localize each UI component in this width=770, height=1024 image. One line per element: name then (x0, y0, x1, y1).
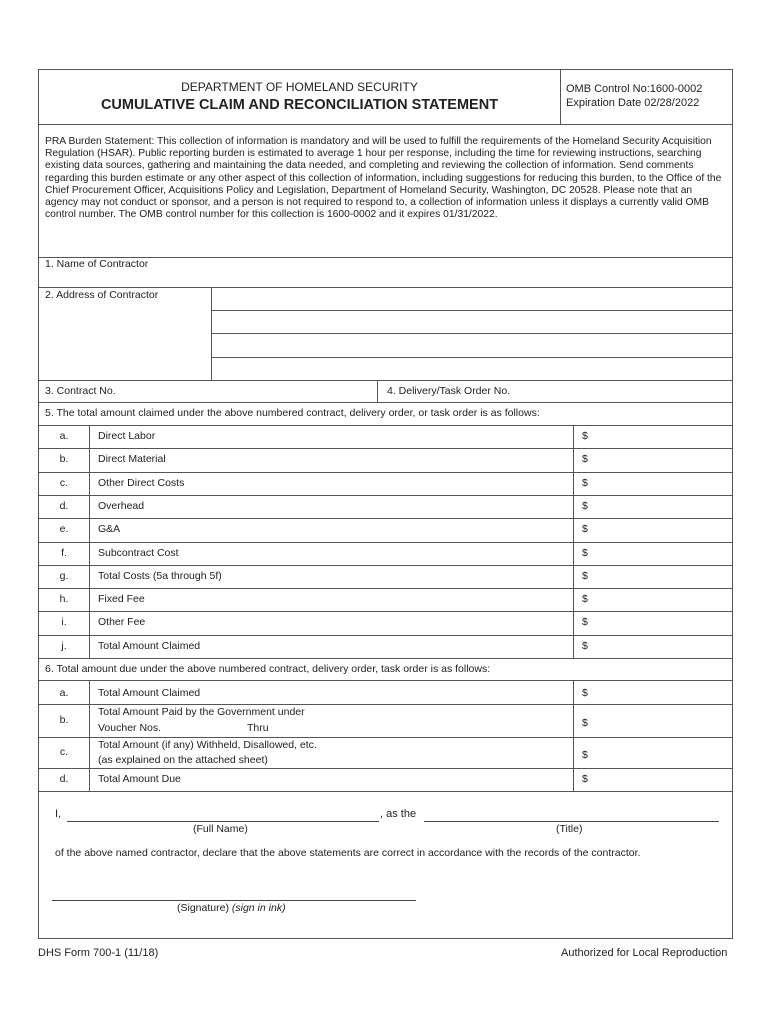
title-line (424, 821, 719, 822)
section5-letter: e. (59, 523, 69, 535)
section5-label: Direct Labor (98, 430, 156, 442)
section6-amount-b[interactable] (594, 708, 728, 734)
section6-label-b: Total Amount Paid by the Government under (98, 706, 305, 718)
section5-label: Other Direct Costs (98, 477, 185, 489)
section6-amount-d[interactable] (594, 770, 728, 789)
address-line-2[interactable] (212, 311, 732, 333)
section5-letter: i. (61, 616, 67, 628)
signature-field[interactable] (52, 875, 416, 900)
omb-control-number: OMB Control No:1600-0002 (566, 83, 703, 95)
section5-letter: c. (59, 477, 69, 489)
full-name-line (67, 821, 379, 822)
section6-thru: Thru (247, 722, 269, 734)
contract-bottom-rule (39, 402, 732, 403)
title-field[interactable] (424, 806, 719, 821)
signature-line (52, 900, 416, 901)
section5-label: Direct Material (98, 453, 166, 465)
section5-currency: $ (582, 616, 588, 628)
contractor-address-label: 2. Address of Contractor (45, 289, 159, 301)
claim-form (38, 69, 733, 939)
section5-letter: a. (59, 430, 69, 442)
section5-label: G&A (98, 523, 121, 535)
pra-burden-statement: PRA Burden Statement: This collection of information is mandatory and will be used to fulfill the requirements of the Homeland Security Acquisition Regulation (HSAR). Public reporting burden is estimated to average 1 hour per response, including the time for reviewing instructions, searching existing data sources, gathering and maintaining the data needed, and completing and reviewing the collection of information. Send comments regarding this burden estimate or any other aspect of this collection of information, including suggestions for reducing this burden, to the Office of the Chief Procurement Officer, Acquisitions Policy and Legislation, Department of Homeland Security, Washington, DC 20528. Please note that an agency may not conduct or sponsor, and a person is not required to respond to, a collection of information unless it displays a currently valid OMB control number. The OMB control number for this collection is 1600-0002 and it expires 01/31/2022. (45, 136, 722, 221)
delivery-order-label: 4. Delivery/Task Order No. (387, 385, 511, 397)
section6-currency-b: $ (582, 717, 588, 729)
section5-amount-field[interactable] (594, 474, 728, 493)
section5-currency: $ (582, 430, 588, 442)
section5-label: Overhead (98, 500, 145, 512)
title-caption: (Title) (556, 823, 583, 835)
form-title: CUMULATIVE CLAIM AND RECONCILIATION STATEMENT (100, 97, 499, 113)
address-bottom-rule (39, 380, 732, 381)
section6-label-c-note: (as explained on the attached sheet) (98, 754, 268, 766)
section5-letter: f. (61, 547, 67, 559)
header-bottom-rule (39, 124, 732, 125)
section5-amount-field[interactable] (594, 590, 728, 609)
contract-no-label: 3. Contract No. (45, 385, 116, 397)
section6-label-c: Total Amount (if any) Withheld, Disallowed, etc. (98, 739, 317, 751)
section5-amount-field[interactable] (594, 520, 728, 539)
section5-amount-field[interactable] (594, 427, 728, 446)
contract-no-field[interactable] (134, 382, 374, 400)
address-line-3[interactable] (212, 334, 732, 356)
section5-amount-field[interactable] (594, 497, 728, 516)
section5-letter: h. (59, 593, 69, 605)
section5-intro: 5. The total amount claimed under the above numbered contract, delivery order, or task order is as follows: (45, 407, 540, 419)
section5-letter: j. (61, 640, 67, 652)
section5-label: Total Costs (5a through 5f) (98, 570, 222, 582)
section6-currency-d: $ (582, 773, 588, 785)
section5-currency: $ (582, 500, 588, 512)
address-line-4[interactable] (212, 358, 732, 379)
section6-amount-a[interactable] (594, 682, 728, 701)
section5-amount-field[interactable] (594, 567, 728, 586)
section6-letter-c: c. (59, 746, 69, 758)
section6-voucher-nos: Voucher Nos. (98, 722, 162, 734)
signature-caption: (Signature) (sign in ink) (177, 902, 286, 914)
section5-currency: $ (582, 453, 588, 465)
section6-letter-b: b. (59, 714, 69, 726)
section6-intro: 6. Total amount due under the above numbered contract, delivery order, task order is as follows: (45, 663, 491, 675)
delivery-order-field[interactable] (529, 382, 729, 400)
contractor-name-label: 1. Name of Contractor (45, 258, 149, 270)
section6-currency-a: $ (582, 687, 588, 699)
section5-currency: $ (582, 547, 588, 559)
section5-amount-field[interactable] (594, 544, 728, 563)
section5-label: Total Amount Claimed (98, 640, 201, 652)
section6-letter-d: d. (59, 773, 69, 785)
section5-currency: $ (582, 593, 588, 605)
section6-currency-c: $ (582, 749, 588, 761)
section5-letter: b. (59, 453, 69, 465)
section5-letter: g. (59, 570, 69, 582)
sign-in-ink-note: (sign in ink) (231, 902, 286, 914)
section5-currency: $ (582, 477, 588, 489)
section6-amount-c[interactable] (594, 741, 728, 766)
form-id: DHS Form 700-1 (11/18) (38, 947, 159, 959)
expiration-date: Expiration Date 02/28/2022 (566, 97, 700, 109)
department-name: DEPARTMENT OF HOMELAND SECURITY (181, 80, 418, 94)
section5-amount-field[interactable] (594, 637, 728, 656)
full-name-field[interactable] (67, 806, 379, 821)
section5-label: Other Fee (98, 616, 146, 628)
section5-amount-field[interactable] (594, 450, 728, 469)
section6-label-d: Total Amount Due (98, 773, 181, 785)
cert-declaration: of the above named contractor, declare that the above statements are correct in accordance with the records of the contractor. (55, 847, 641, 859)
cert-i: I, (55, 808, 62, 820)
header-divider (560, 70, 561, 124)
section6-bottom-rule (39, 791, 732, 792)
section6-label-a: Total Amount Claimed (98, 687, 201, 699)
section5-label: Subcontract Cost (98, 547, 179, 559)
section6-letter-a: a. (59, 687, 69, 699)
section5-currency: $ (582, 640, 588, 652)
cert-as-the: , as the (380, 808, 417, 820)
section5-currency: $ (582, 570, 588, 582)
section5-letter: d. (59, 500, 69, 512)
full-name-caption: (Full Name) (193, 823, 248, 835)
address-line-1[interactable] (212, 288, 732, 310)
section5-currency: $ (582, 523, 588, 535)
contractor-name-field[interactable] (39, 271, 732, 286)
contract-divider (377, 380, 378, 402)
section5-label: Fixed Fee (98, 593, 145, 605)
reproduction-note: Authorized for Local Reproduction (561, 947, 728, 959)
section5-amount-field[interactable] (594, 613, 728, 632)
